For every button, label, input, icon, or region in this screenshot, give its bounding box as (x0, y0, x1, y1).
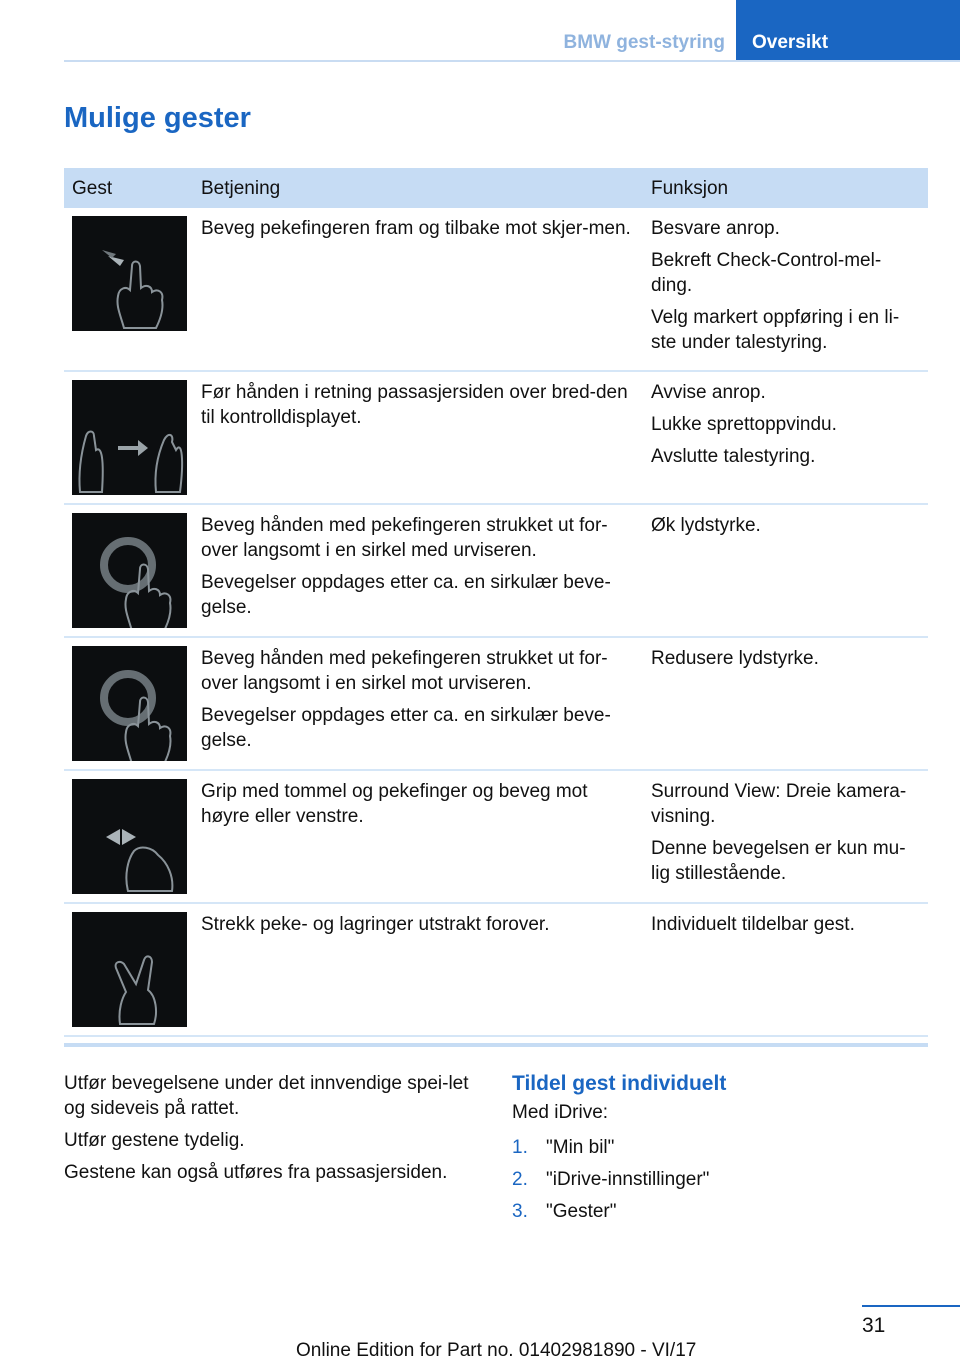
intro-text: Med iDrive: (512, 1102, 609, 1123)
operation-cell (193, 371, 643, 504)
function-text: Bekreft Check-Control-mel-ding. (651, 250, 882, 296)
operation-cell (193, 770, 643, 903)
step-item (512, 1167, 932, 1192)
gesture-point-forward-icon (72, 216, 187, 331)
gesture-cell (64, 770, 193, 903)
function-text: Besvare anrop. (651, 218, 780, 239)
operation-text: Beveg pekefingeren fram og tilbake mot skjer-men. (201, 218, 631, 239)
gesture-cell (64, 504, 193, 637)
footer-edition: Online Edition for Part no. 01402981890 - VI/17 (296, 1340, 697, 1361)
function-text: Surround View: Dreie kamera-visning. (651, 781, 907, 827)
table-header-row (64, 168, 928, 208)
gesture-two-fingers-icon (72, 912, 187, 1027)
paragraph: Utfør bevegelsene under det innvendige spei-let og sideveis på rattet. (64, 1073, 469, 1119)
table-bottom-rule (64, 1043, 928, 1047)
step-item (512, 1199, 932, 1224)
function-text: Avvise anrop. (651, 382, 766, 403)
operation-cell (193, 903, 643, 1036)
right-text-column (512, 1071, 932, 1231)
operation-text: Bevegelser oppdages etter ca. en sirkulær beve-gelse. (201, 705, 611, 751)
table-row (64, 770, 928, 903)
function-cell (643, 208, 928, 371)
table-row (64, 903, 928, 1036)
operation-text: Beveg hånden med pekefingeren strukket ut for-over langsomt i en sirkel mot urviseren. (201, 648, 608, 694)
page-header (0, 0, 960, 62)
function-text: Øk lydstyrke. (651, 515, 761, 536)
left-text-column (64, 1071, 474, 1192)
page-number-rule (862, 1305, 960, 1307)
section-heading: Tildel gest individuelt (512, 1072, 727, 1095)
operation-text: Før hånden i retning passasjersiden over bred-den til kontrolldisplayet. (201, 382, 628, 428)
function-cell (643, 903, 928, 1036)
gesture-table (64, 168, 928, 1037)
gesture-circle-counterclockwise-icon (72, 646, 187, 761)
header-divider (64, 60, 960, 62)
operation-text: Grip med tommel og pekefinger og beveg mot høyre eller venstre. (201, 781, 588, 827)
gesture-pinch-rotate-icon (72, 779, 187, 894)
function-text: Lukke sprettoppvindu. (651, 414, 837, 435)
column-header-gest: Gest (64, 168, 193, 208)
operation-text: Strekk peke- og lagringer utstrakt forover. (201, 914, 550, 935)
function-cell (643, 637, 928, 770)
gesture-circle-clockwise-icon (72, 513, 187, 628)
operation-cell (193, 637, 643, 770)
gesture-cell (64, 371, 193, 504)
column-header-funksjon: Funksjon (643, 168, 928, 208)
operation-text: Bevegelser oppdages etter ca. en sirkulær beve-gelse. (201, 572, 611, 618)
step-text: "Min bil" (546, 1137, 615, 1158)
operation-text: Beveg hånden med pekefingeren strukket ut for-over langsomt i en sirkel med urviseren. (201, 515, 608, 561)
paragraph: Utfør gestene tydelig. (64, 1130, 245, 1151)
operation-cell (193, 504, 643, 637)
gesture-cell (64, 903, 193, 1036)
section-tab: Oversikt (736, 0, 960, 62)
step-text: "Gester" (546, 1201, 617, 1222)
function-text: Denne bevegelsen er kun mu-lig stillestående. (651, 838, 906, 884)
operation-cell (193, 208, 643, 371)
gesture-cell (64, 637, 193, 770)
function-text: Avslutte talestyring. (651, 446, 816, 467)
page-title: Mulige gester (64, 102, 251, 134)
gesture-cell (64, 208, 193, 371)
step-number: 1. (512, 1137, 528, 1158)
step-number: 2. (512, 1169, 528, 1190)
function-text: Velg markert oppføring i en li-ste under talestyring. (651, 307, 900, 353)
section-title: BMW gest-styring (563, 32, 725, 53)
function-cell (643, 770, 928, 903)
paragraph: Gestene kan også utføres fra passasjersiden. (64, 1162, 448, 1183)
function-cell (643, 371, 928, 504)
column-header-betjening: Betjening (193, 168, 643, 208)
gesture-swipe-hand-icon (72, 380, 187, 495)
step-number: 3. (512, 1201, 528, 1222)
function-cell (643, 504, 928, 637)
table-row (64, 208, 928, 371)
page-number: 31 (862, 1314, 886, 1337)
function-text: Redusere lydstyrke. (651, 648, 819, 669)
step-item (512, 1135, 932, 1160)
table-row (64, 637, 928, 770)
step-text: "iDrive-innstillinger" (546, 1169, 710, 1190)
table-row (64, 371, 928, 504)
table-row (64, 504, 928, 637)
function-text: Individuelt tildelbar gest. (651, 914, 855, 935)
